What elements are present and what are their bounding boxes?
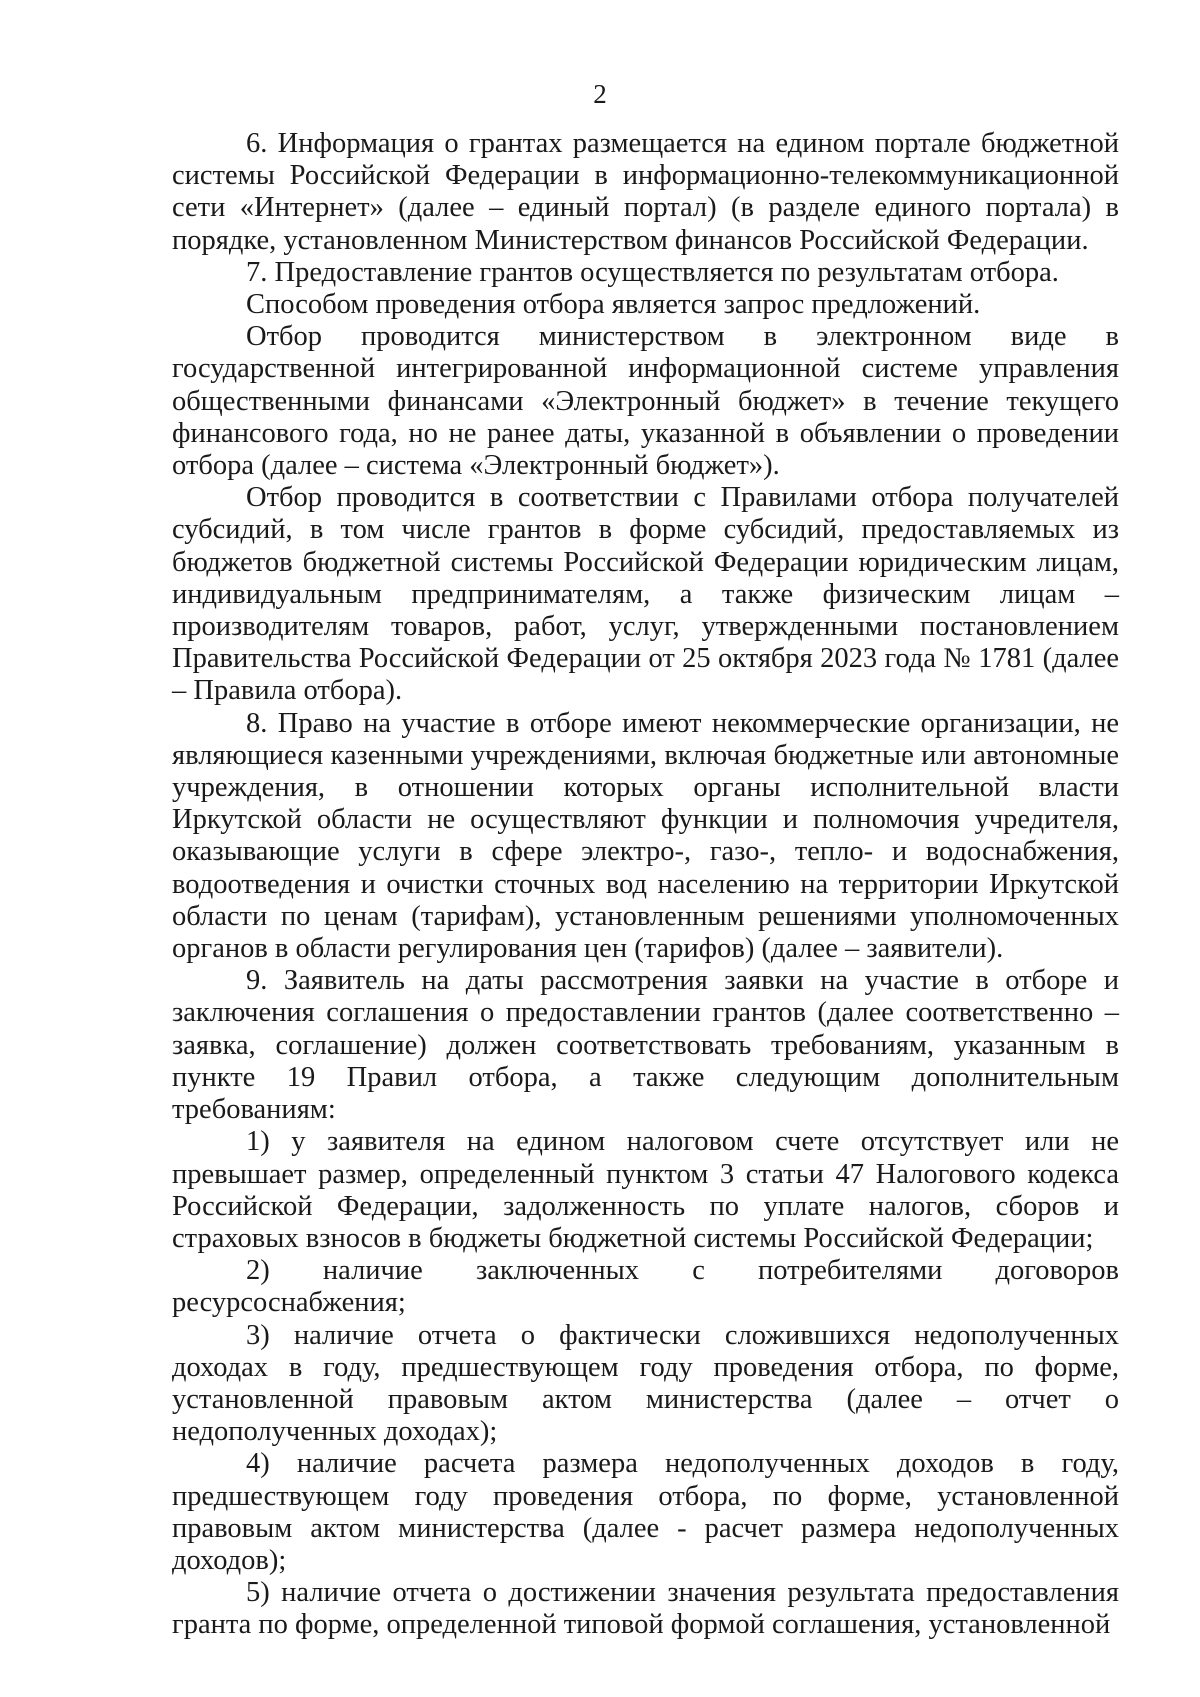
paragraph-6-grant-information: 6. Информация о грантах размещается на едином портале бюджетной системы Российской Федерации в информационно-телекоммуникационной сети «Интернет» (далее – единый портал) (в разделе единого портала) в порядке, установленном Министерством финансов Российской Федерации.	[172, 128, 1119, 256]
requirement-5-result-report: 5) наличие отчета о достижении значения результата предоставления гранта по форме, определенной типовой формой соглашения, установленной	[172, 1577, 1119, 1641]
document-body	[172, 128, 1119, 1642]
requirement-2-supply-contracts: 2) наличие заключенных с потребителями договоров ресурсоснабжения;	[172, 1255, 1119, 1319]
paragraph-electronic-selection: Отбор проводится министерством в электронном виде в государственной интегрированной информационной системе управления общественными финансами «Электронный бюджет» в течение текущего финансового года, но не ранее даты, указанной в объявлении о проведении отбора (далее – система «Электронный бюджет»).	[172, 321, 1119, 482]
paragraph-9-requirements: 9. Заявитель на даты рассмотрения заявки на участие в отборе и заключения соглашения о предоставлении грантов (далее соответственно – заявка, соглашение) должен соответствовать требованиям, указанным в пункте 19 Правил отбора, а также следующим дополнительным требованиям:	[172, 965, 1119, 1126]
paragraph-selection-method: Способом проведения отбора является запрос предложений.	[246, 289, 981, 321]
requirement-3-income-report: 3) наличие отчета о фактически сложившихся недополученных доходах в году, предшествующем году проведения отбора, по форме, установленной правовым актом министерства (далее – отчет о недополученных доходах);	[172, 1319, 1119, 1448]
requirement-1-tax-debt: 1) у заявителя на едином налоговом счете отсутствует или не превышает размер, определенный пунктом 3 статьи 47 Налогового кодекса Российской Федерации, задолженность по уплате налогов, сборов и страховых взносов в бюджеты бюджетной системы Российской Федерации;	[172, 1126, 1119, 1254]
paragraph-selection-rules: Отбор проводится в соответствии с Правилами отбора получателей субсидий, в том числе грантов в форме субсидий, предоставляемых из бюджетов бюджетной системы Российской Федерации юридическим лицам, индивидуальным предпринимателям, а также физическим лицам – производителям товаров, работ, услуг, утвержденными постановлением Правительства Российской Федерации от 25 октября 2023 года № 1781 (далее – Правила отбора).	[172, 482, 1119, 707]
paragraph-8-participants: 8. Право на участие в отборе имеют некоммерческие организации, не являющиеся казенными учреждениями, включая бюджетные или автономные учреждения, в отношении которых органы исполнительной власти Иркутской области не осуществляют функции и полномочия учредителя, оказывающие услуги в сфере электро-, газо-, тепло- и водоснабжения, водоотведения и очистки сточных вод населению на территории Иркутской области по ценам (тарифам), установленным решениями уполномоченных органов в области регулирования цен (тарифов) (далее – заявители).	[172, 707, 1119, 965]
requirement-4-income-calculation: 4) наличие расчета размера недополученных доходов в году, предшествующем году проведения отбора, по форме, установленной правовым актом министерства (далее - расчет размера недополученных доходов);	[172, 1448, 1119, 1576]
paragraph-7-grant-provision: 7. Предоставление грантов осуществляется по результатам отбора.	[246, 256, 1059, 288]
page-number: 2	[593, 79, 607, 109]
